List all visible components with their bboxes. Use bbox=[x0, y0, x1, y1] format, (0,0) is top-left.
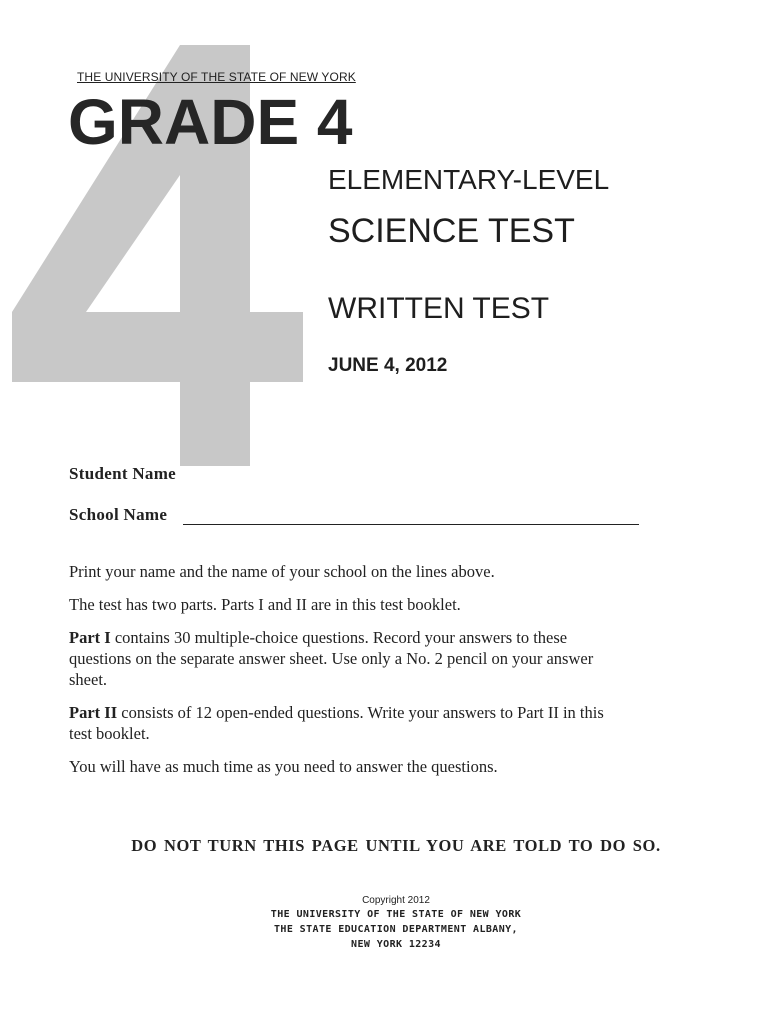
instruction-time: You will have as much time as you need to answer the questions. bbox=[69, 757, 498, 776]
instruction-test-parts: The test has two parts. Parts I and II are in this test booklet. bbox=[69, 595, 461, 614]
university-heading: THE UNIVERSITY OF THE STATE OF NEW YORK bbox=[77, 70, 356, 84]
footer-university: THE UNIVERSITY OF THE STATE OF NEW YORK bbox=[270, 909, 522, 920]
instruction-part-one bbox=[69, 627, 629, 690]
instruction-part-two bbox=[69, 702, 629, 744]
footer bbox=[0, 894, 768, 952]
footer-address: NEW YORK 12234 bbox=[351, 939, 441, 950]
school-name-label: School Name bbox=[69, 505, 168, 524]
part-two-label: Part II bbox=[69, 703, 118, 722]
student-name-label: Student Name bbox=[69, 464, 177, 483]
copyright: Copyright 2012 bbox=[362, 895, 430, 906]
instruction-print-name: Print your name and the name of your school on the lines above. bbox=[69, 562, 495, 581]
instructions bbox=[69, 561, 629, 789]
grade-title: GRADE 4 bbox=[68, 86, 353, 158]
do-not-turn-warning: DO NOT TURN THIS PAGE UNTIL YOU ARE TOLD TO DO SO. bbox=[131, 836, 661, 855]
part-one-text: contains 30 multiple-choice questions. Record your answers to these questions on the separate answer sheet. Use only a No. 2 pencil on your answer sheet. bbox=[69, 628, 594, 689]
part-two-text: consists of 12 open-ended questions. Write your answers to Part II in this test booklet. bbox=[69, 703, 604, 743]
student-name-row bbox=[69, 462, 639, 484]
footer-department: THE STATE EDUCATION DEPARTMENT ALBANY, bbox=[274, 924, 518, 935]
test-date: JUNE 4, 2012 bbox=[328, 355, 448, 376]
test-level: ELEMENTARY-LEVEL bbox=[328, 164, 610, 195]
part-one-label: Part I bbox=[69, 628, 111, 647]
school-name-row bbox=[69, 502, 639, 525]
test-subject: SCIENCE TEST bbox=[328, 212, 575, 250]
school-name-line[interactable] bbox=[183, 502, 639, 525]
student-name-line[interactable] bbox=[192, 462, 639, 484]
test-type: WRITTEN TEST bbox=[328, 292, 550, 325]
